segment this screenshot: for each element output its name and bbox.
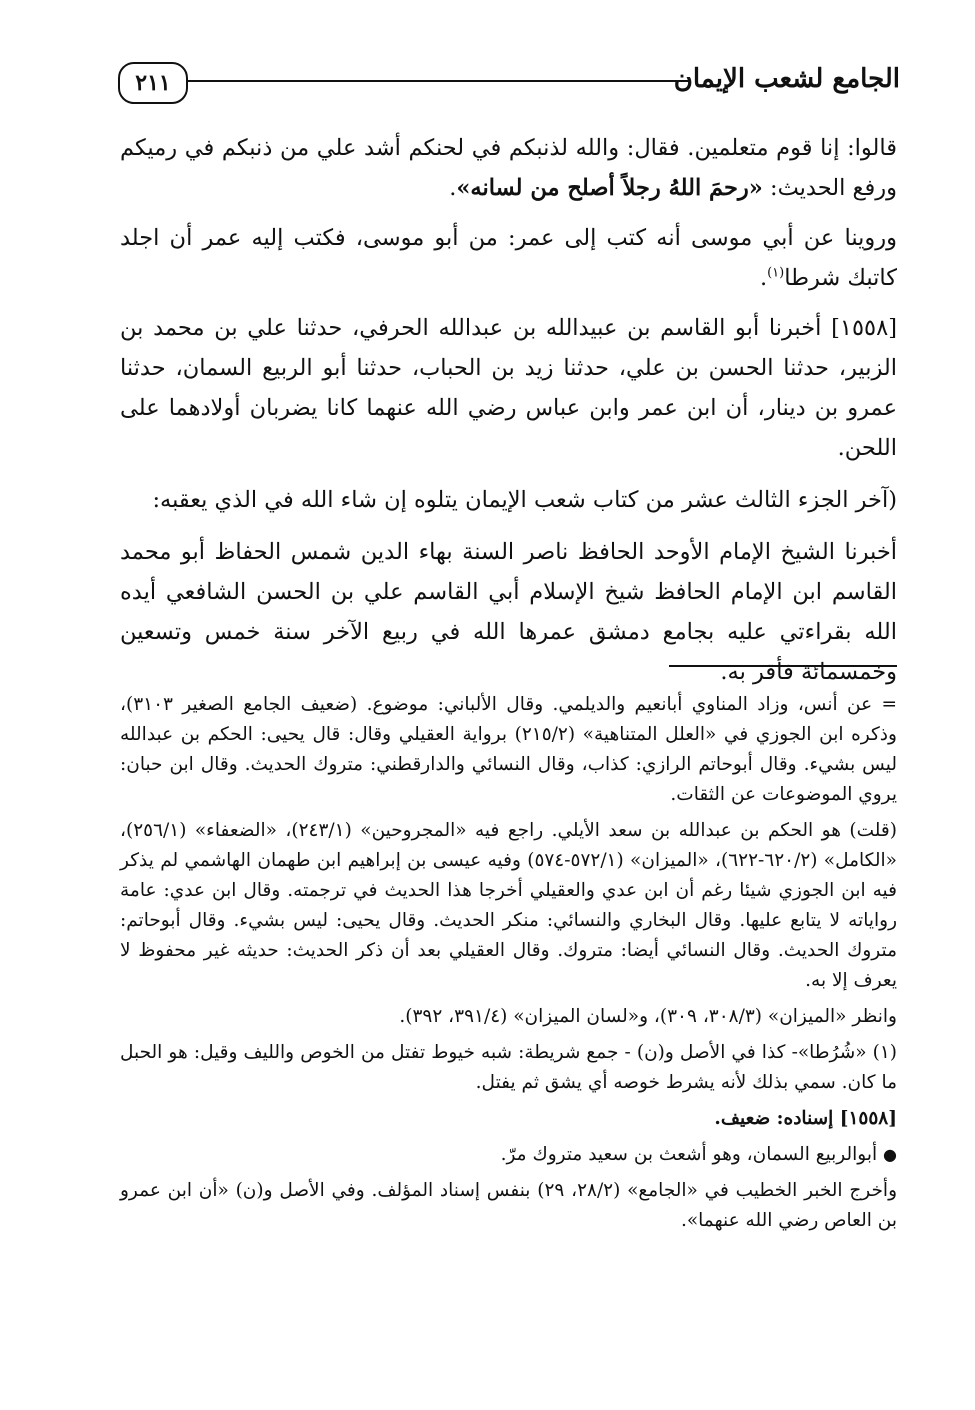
main-text — [120, 128, 897, 702]
footnote-divider — [669, 665, 897, 667]
footnote-ref-1[interactable]: (١) — [767, 265, 785, 281]
paragraph-1-text: قالوا: إنا قوم متعلمين. فقال: والله لذنبكم في لحنكم أشد علي من ذنبكم في رميكم ورفع الحديث: — [120, 135, 897, 201]
paragraph-2-text: وروينا عن أبي موسى أنه كتب إلى عمر: من أبو موسى، فكتب إليه عمر أن اجلد كاتبك شرطا — [120, 225, 897, 291]
hadith-1558: [١٥٥٨] أخبرنا أبو القاسم بن عبيدالله بن عبدالله الحرفي، حدثنا علي بن محمد بن الزبير، حدثنا الحسن بن علي، حدثنا زيد بن الحباب، حدثنا أبو الربيع السمان، حدثنا عمرو بن دينار، أن ابن عمر وابن عباس رضي الله عنهما كانا يضربان أولادهما على اللحن. — [120, 315, 897, 461]
page-header — [118, 58, 900, 108]
isnad-grading — [120, 1104, 897, 1134]
paragraph-2-end: . — [759, 265, 768, 291]
part-end-note: (آخر الجزء الثالث عشر من كتاب شعب الإيمان يتلوه إن شاء الله في الذي يعقبه: — [152, 487, 897, 513]
sama-paragraph: أخبرنا الشيخ الإمام الأوحد الحافظ ناصر السنة بهاء الدين شمس الحفاظ أبو محمد القاسم ابن الإمام الحافظ شيخ الإسلام أبي القاسم علي بن الحسن الشافعي أيده الله بقراءتي عليه بجامع دمشق عمرها الله في ربيع الآخر سنة خمس وتسعين وخمسمائة فأقر به. — [120, 539, 897, 685]
footnote-commentary: (قلت) هو الحكم بن عبدالله بن سعد الأيلي. راجع فيه «المجروحين» (٢٤٣/١)، «الضعفاء» (٢٥٦/١)، «الكامل» (٦٢٠/٢-٦٢٢)، «الميزان» (٥٧٢/١-٥٧٤) وفيه عيسى بن إبراهيم ابن طهمان الهاشمي لم يذكر فيه ابن الجوزي شيئا رغم أن ابن عدي والعقيلي أخرجا هذا الحديث في ترجمته. وقال ابن عدي: عامة رواياته لا يتابع عليها. وقال البخاري والنسائي: منكر الحديث. وقال يحيى: ليس بشيء. وقال أبوحاتم: متروك الحديث. وقال النسائي أيضا: متروك. وقال العقيلي بعد أن ذكر الحديث: حديثه غير محفوظ لا يعرف إلا به. — [120, 820, 897, 991]
header-rule — [188, 80, 688, 82]
paragraph-1-end: . — [449, 175, 457, 201]
isnad-point-text: أبوالربيع السمان، وهو أشعث بن سعيد متروك مرّ. — [500, 1144, 878, 1165]
footnote-1: (١) «شُرُطا»- كذا في الأصل و(ن) - جمع شريطة: شبه خيوط تفتل من الخوص والليف وقيل: هو الحبل ما كان. سمي بذلك لأنه يشرط خوصه أي يشق ثم يفتل. — [120, 1042, 897, 1093]
paragraph-1 — [120, 128, 897, 208]
takhrij-note: وأخرج الخبر الخطيب في «الجامع» (٢٨/٢، ٢٩) بنفس إسناد المؤلف. وفي الأصل و(ن) «أن ابن عمرو بن العاص رضي الله عنهما». — [120, 1180, 897, 1231]
page-number: ٢١١ — [118, 62, 188, 104]
footnotes — [120, 690, 897, 1242]
running-title: الجامع لشعب الإيمان — [673, 64, 900, 94]
footnote-continued: = عن أنس، وزاد المناوي أبانعيم والديلمي. وقال الألباني: موضوع. (ضعيف الجامع الصغير ٣١٠٣)، وذكره ابن الجوزي في «العلل المتناهية» (٢١٥/٢) برواية العقيلي وقال: قال يحيى: الحكم بن عبدالله ليس بشيء. وقال أبوحاتم الرازي: كذاب، وقال النسائي والدارقطني: متروك الحديث. وقال ابن حبان: يروي الموضوعات عن الثقات. — [120, 694, 897, 805]
paragraph-2 — [120, 218, 897, 298]
isnad-label: [١٥٥٨] إسناده: ضعيف. — [714, 1108, 897, 1129]
footnote-references: وانظر «الميزان» (٣٠٨/٣، ٣٠٩)، و«لسان الميزان» (٣٩١/٤، ٣٩٢). — [399, 1006, 897, 1027]
bullet-icon: ● — [883, 1145, 897, 1164]
hadith-quote: «رحمَ اللهُ رجلاً أصلح من لسانه» — [456, 175, 763, 201]
isnad-point — [120, 1140, 897, 1170]
